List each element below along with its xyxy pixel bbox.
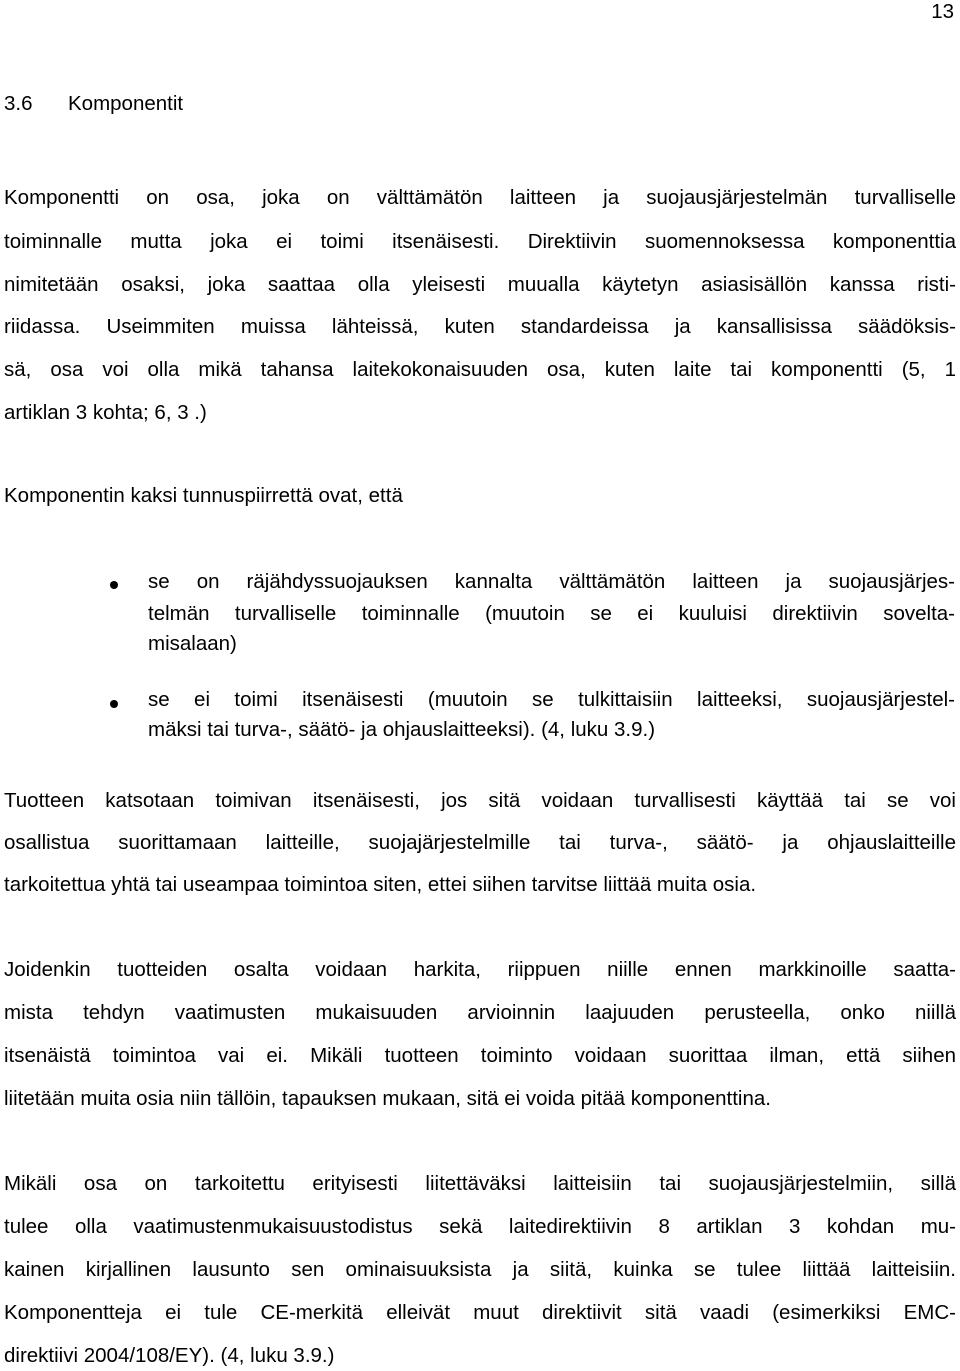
section-number: 3.6 — [4, 92, 33, 115]
paragraph-line: Joidenkin tuotteiden osalta voidaan harkita, riippuen niille ennen markkinoille saatta- — [4, 958, 956, 981]
paragraph-line: Mikäli osa on tarkoitettu erityisesti liitettäväksi laitteisiin tai suojausjärjestelmiin, sillä — [4, 1172, 956, 1195]
paragraph-line: liitetään muita osia niin tällöin, tapauksen mukaan, sitä ei voida pitää komponenttina. — [4, 1087, 771, 1110]
paragraph-line: osallistua suorittamaan laitteille, suojajärjestelmille tai turva-, säätö- ja ohjauslaitteille — [4, 831, 956, 854]
paragraph-line: Tuotteen katsotaan toimivan itsenäisesti, jos sitä voidaan turvallisesti käyttää tai se voi — [4, 789, 956, 812]
bullet-line: mäksi tai turva-, säätö- ja ohjauslaitteeksi). (4, luku 3.9.) — [148, 718, 656, 741]
paragraph-line: artiklan 3 kohta; 6, 3 .) — [4, 401, 207, 424]
bullet-line: telmän turvalliselle toiminnalle (muutoin se ei kuuluisi direktiivin sovelta- — [148, 602, 955, 625]
paragraph-line: mista tehdyn vaatimusten mukaisuuden arvioinnin laajuuden perusteella, onko niillä — [4, 1001, 956, 1024]
paragraph-line: Komponentteja ei tule CE-merkitä elleivät muut direktiivit sitä vaadi (esimerkiksi EMC- — [4, 1301, 956, 1324]
bullet-dot-icon — [110, 700, 118, 708]
paragraph-line: Komponentti on osa, joka on välttämätön laitteen ja suojausjärjestelmän turvalliselle — [4, 186, 956, 209]
section-heading — [4, 92, 183, 116]
paragraph-line: sä, osa voi olla mikä tahansa laitekokonaisuuden osa, kuten laite tai komponentti (5, 1 — [4, 358, 956, 381]
paragraph-line: riidassa. Useimmiten muissa lähteissä, kuten standardeissa ja kansallisissa säädöksis- — [4, 315, 956, 338]
bullet-line: misalaan) — [148, 632, 237, 655]
paragraph-line: Komponentin kaksi tunnuspiirrettä ovat, että — [4, 484, 403, 507]
paragraph-line: tulee olla vaatimustenmukaisuustodistus sekä laitedirektiivin 8 artiklan 3 kohdan mu- — [4, 1215, 956, 1238]
paragraph-line: itsenäistä toimintoa vai ei. Mikäli tuotteen toiminto voidaan suorittaa ilman, että siihen — [4, 1044, 956, 1067]
bullet-line: se on räjähdyssuojauksen kannalta välttämätön laitteen ja suojausjärjes- — [148, 570, 955, 593]
section-title: Komponentit — [68, 92, 184, 115]
paragraph-line: tarkoitettua yhtä tai useampaa toimintoa siten, ettei siihen tarvitse liittää muita osia. — [4, 873, 757, 896]
paragraph-line: direktiivi 2004/108/EY). (4, luku 3.9.) — [4, 1344, 335, 1367]
paragraph-line: kainen kirjallinen lausunto sen ominaisuuksista ja siitä, kuinka se tulee liittää laitteisiin. — [4, 1258, 956, 1281]
bullet-dot-icon — [110, 581, 118, 589]
paragraph-line: toiminnalle mutta joka ei toimi itsenäisesti. Direktiivin suomennoksessa komponenttia — [4, 230, 956, 253]
paragraph-line: nimitetään osaksi, joka saattaa olla yleisesti muualla käytetyn asiasisällön kanssa risti- — [4, 273, 956, 296]
bullet-line: se ei toimi itsenäisesti (muutoin se tulkittaisiin laitteeksi, suojausjärjestel- — [148, 688, 955, 711]
page-number: 13 — [931, 0, 954, 23]
